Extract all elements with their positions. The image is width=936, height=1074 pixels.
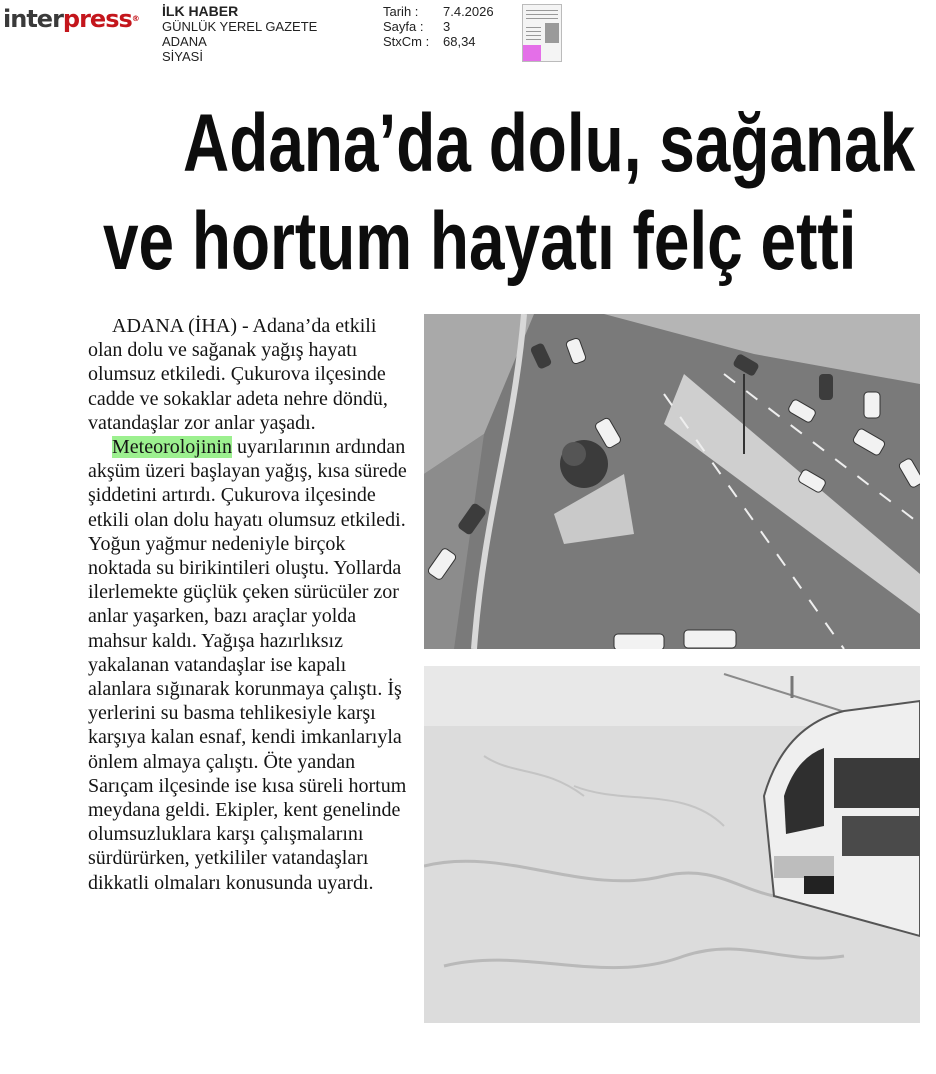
highlighted-keyword: Meteorolojinin	[112, 436, 232, 459]
article-body	[88, 314, 410, 895]
size-value: 68,34	[443, 34, 476, 49]
publication-name: İLK HABER	[162, 3, 239, 19]
logo-text-inter: inter	[3, 5, 63, 33]
page-thumbnail[interactable]	[522, 4, 562, 62]
clipping-meta	[383, 4, 494, 49]
photo-minibus-in-hail	[424, 666, 920, 1023]
article-paragraph-2	[88, 435, 410, 895]
publication-city: ADANA	[162, 34, 207, 49]
registered-mark: ®	[131, 14, 139, 23]
page-label: Sayfa :	[383, 19, 424, 34]
page-value: 3	[443, 19, 451, 34]
article-paragraph-1: ADANA (İHA) - Adana’da etkili olan dolu ve sağanak yağış hayatı olumsuz etkiledi. Çukurova ilçesinde cadde ve sokaklar adeta nehre döndü, vatandaşlar zor anlar yaşadı.	[88, 315, 388, 434]
date-label: Tarih :	[383, 4, 419, 19]
headline-line-1: Adana’da dolu, sağanak	[183, 98, 916, 189]
paragraph-2-text: uyarılarının ardından akşüm üzeri başlayan yağış, kısa sürede şiddetini artırdı. Çukurova ilçesinde etkili olan dolu hayatı olumsuz etkiledi. Yoğun yağmur nedeniyle birçok noktada su birikintileri oluştu. Yollarda ilerlemekte güçlük çeken sürücüler zor anlar yaşarken, bazı araçlar yolda mahsur kaldı. Yağışa hazırlıksız yakalanan vatandaşlar ise kapalı alanlara sığınarak korunmaya çalıştı. İş yerlerini su basma tehlikesiyle karşı karşıya kalan esnaf, kendi imkanlarıyla önlem almaya çalıştı. Öte yandan Sarıçam ilçesinde ise kısa süreli hortum meydana geldi. Ekipler, kent genelinde olumsuzluklara karşı çalışmalarını sürdürürken, yetkililer vatandaşları dikkatli olmaları konusunda uyardı.	[88, 436, 407, 894]
article-location-marker	[523, 45, 541, 61]
logo-text-press: press	[62, 5, 132, 33]
article-headline	[0, 95, 936, 291]
headline-line-2: ve hortum hayatı felç etti	[102, 196, 857, 287]
publication-type: GÜNLÜK YEREL GAZETE	[162, 19, 318, 34]
photo-flooded-intersection	[424, 314, 920, 649]
date-value: 7.4.2026	[443, 4, 494, 19]
publication-info	[162, 4, 317, 64]
size-label: StxCm :	[383, 34, 430, 49]
publication-category: SİYASİ	[162, 49, 203, 64]
interpress-logo	[3, 4, 139, 34]
